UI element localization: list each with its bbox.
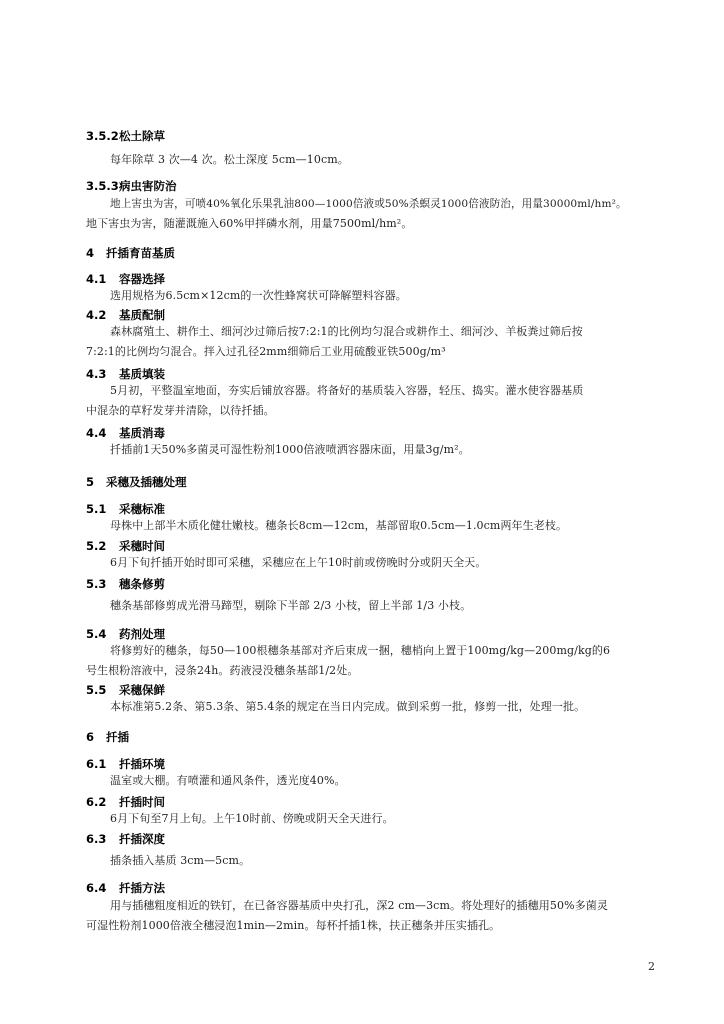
paragraph-line: 每年除草 3 次—4 次。松土深度 5cm—10cm。 (110, 153, 349, 166)
heading-3-5-3 (86, 178, 654, 194)
paragraph (86, 851, 654, 871)
section-title: 基质消毒 (119, 426, 165, 440)
heading-4-3 (86, 366, 654, 382)
section-number: 5.3 (86, 577, 107, 591)
heading-6-2 (86, 794, 654, 810)
section-title: 采穗时间 (119, 539, 165, 553)
section-number: 4.1 (86, 272, 107, 286)
heading-4 (86, 245, 654, 261)
paragraph-continued (86, 342, 654, 362)
paragraph-line: 本标准第5.2条、第5.3条、第5.4条的规定在当日内完成。做到采剪一批，修剪一批，处理一批。 (110, 700, 586, 713)
section-title: 扦插深度 (119, 832, 165, 846)
section-number: 4 (86, 246, 95, 260)
heading-6-4 (86, 880, 654, 896)
heading-4-4 (86, 425, 654, 441)
paragraph-line: 插条插入基质 3cm—5cm。 (110, 854, 251, 867)
section-number: 6.3 (86, 832, 107, 846)
heading-5 (86, 474, 654, 490)
section-title: 扦插环境 (119, 757, 165, 771)
paragraph (86, 809, 654, 829)
paragraph-line: 7:2:1的比例均匀混合。拌入过孔径2mm细筛后工业用硫酸亚铁500g/m³ (86, 345, 446, 358)
paragraph (86, 697, 654, 717)
paragraph-line: 森林腐殖土、耕作土、细河沙过筛后按7:2:1的比例均匀混合或耕作土、细河沙、羊板粪过筛后按 (110, 325, 583, 338)
paragraph-line: 母株中上部半木质化健壮嫩枝。穗条长8cm—12cm，基部留取0.5cm—1.0cm两年生老枝。 (110, 519, 568, 532)
paragraph (86, 194, 654, 214)
section-title: 采穗及插穗处理 (106, 475, 187, 489)
section-title: 扦插方法 (119, 881, 165, 895)
section-title: 松土除草 (119, 129, 165, 143)
paragraph (86, 381, 654, 401)
paragraph-line: 地下害虫为害，随灌溉施入60%甲拌磷水剂，用量7500ml/hm²。 (86, 217, 413, 230)
section-number: 3.5.2 (86, 129, 119, 143)
paragraph-line: 中混杂的草籽发芽并清除，以待扦插。 (86, 404, 275, 417)
section-number: 5.1 (86, 502, 107, 516)
section-title: 扦插 (106, 730, 129, 744)
heading-5-4 (86, 626, 654, 642)
section-title: 药剂处理 (119, 627, 165, 641)
paragraph (86, 896, 654, 916)
section-title: 扦插时间 (119, 795, 165, 809)
section-number: 4.3 (86, 367, 107, 381)
paragraph (86, 596, 654, 616)
paragraph-line: 6月下旬扦插开始时即可采穗，采穗应在上午10时前或傍晚时分或阴天全天。 (110, 556, 487, 569)
heading-5-2 (86, 538, 654, 554)
paragraph-continued (86, 401, 654, 421)
heading-5-3 (86, 576, 654, 592)
section-title: 基质填装 (119, 367, 165, 381)
paragraph (86, 516, 654, 536)
paragraph (86, 440, 654, 460)
paragraph-line: 可湿性粉剂1000倍液全穗浸泡1min—2min。每杯扦插1株，扶正穗条并压实插孔。 (86, 919, 501, 932)
paragraph (86, 322, 654, 342)
section-number: 3.5.3 (86, 179, 119, 193)
section-number: 6.4 (86, 881, 107, 895)
heading-4-1 (86, 271, 654, 287)
section-number: 4.2 (86, 308, 107, 322)
heading-6-1 (86, 756, 654, 772)
paragraph-continued (86, 661, 654, 681)
paragraph-continued (86, 214, 654, 234)
heading-6-3 (86, 831, 654, 847)
paragraph-line: 穗条基部修剪成光滑马蹄型，剔除下半部 2/3 小枝，留上半部 1/3 小枝。 (110, 599, 472, 612)
section-title: 采穗标准 (119, 502, 165, 516)
section-number: 6.2 (86, 795, 107, 809)
section-number: 5.5 (86, 683, 107, 697)
section-number: 6.1 (86, 757, 107, 771)
section-number: 4.4 (86, 426, 107, 440)
paragraph-line: 5月初，平整温室地面，夯实后铺放容器。将备好的基质装入容器，轻压、捣实。灌水使容器基质 (110, 384, 584, 397)
paragraph (86, 553, 654, 573)
paragraph-line: 选用规格为6.5cm×12cm的一次性蜂窝状可降解塑料容器。 (110, 289, 407, 302)
section-number: 5 (86, 475, 95, 489)
paragraph-line: 用与插穗粗度相近的铁钉，在已备容器基质中央打孔，深2 cm—3cm。将处理好的插穗用50%多菌灵 (110, 899, 608, 912)
paragraph-line: 地上害虫为害，可喷40%氧化乐果乳油800—1000倍液或50%杀螟灵1000倍液防治，用量30000ml/hm²。 (110, 198, 627, 210)
paragraph-line: 将修剪好的穗条，每50—100根穗条基部对齐后束成一捆，穗梢向上置于100mg/kg—200mg/kg的6 (110, 644, 611, 657)
section-number: 6 (86, 730, 95, 744)
section-title: 穗条修剪 (119, 577, 165, 591)
paragraph-line: 扦插前1天50%多菌灵可湿性粉剂1000倍液喷洒容器床面，用量3g/m²。 (110, 443, 470, 456)
heading-6 (86, 729, 654, 745)
section-title: 容器选择 (119, 272, 165, 286)
paragraph (86, 286, 654, 306)
section-number: 5.4 (86, 627, 107, 641)
heading-5-5 (86, 682, 654, 698)
paragraph-line: 号生根粉溶液中，浸条24h。药液浸没穗条基部1/2处。 (86, 664, 359, 677)
section-title: 病虫害防治 (119, 179, 177, 193)
section-number: 5.2 (86, 539, 107, 553)
heading-3-5-2 (86, 128, 654, 144)
section-title: 基质配制 (119, 308, 165, 322)
section-title: 采穗保鲜 (119, 683, 165, 697)
paragraph-continued (86, 916, 654, 936)
paragraph (86, 150, 654, 170)
heading-4-2 (86, 307, 654, 323)
paragraph (86, 771, 654, 791)
paragraph (86, 641, 654, 661)
heading-5-1 (86, 501, 654, 517)
section-title: 扦插育苗基质 (106, 246, 175, 260)
page-number: 2 (648, 960, 655, 973)
paragraph-line: 6月下旬至7月上旬。上午10时前、傍晚或阴天全天进行。 (110, 812, 394, 825)
paragraph-line: 温室或大棚。有喷灌和通风条件，透光度40%。 (110, 774, 346, 787)
